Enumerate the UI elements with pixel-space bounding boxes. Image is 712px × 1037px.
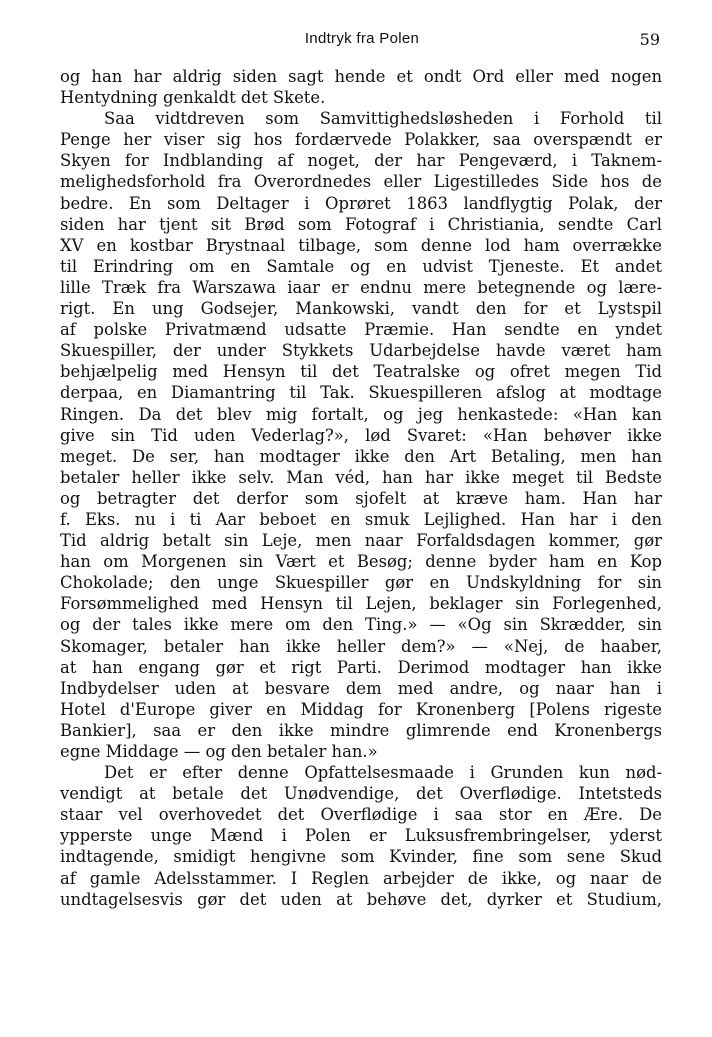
text-line: af polske Privatmænd udsatte Præmie. Han sendte en yndet [60,320,662,340]
text-line: Skomager, betaler han ikke heller dem?» — «Nej, de haaber, [60,636,662,656]
text-line: Tid aldrig betalt sin Leje, men naar Forfaldsdagen kommer, gør [60,531,662,551]
text-line: og betragter det derfor som sjofelt at kræve ham. Han har [60,488,662,508]
text-line: XV en kostbar Brystnaal tilbage, som denne lod ham overrække [60,235,662,255]
text-line: af gamle Adelsstammer. I Reglen arbejder de ikke, og naar de [60,868,662,888]
text-line: han om Morgenen sin Vært et Besøg; denne byder ham en Kop [60,552,662,572]
text-line: derpaa, en Diamantring til Tak. Skuespilleren afslog at modtage [60,383,662,403]
text-line: Hotel d'Europe giver en Middag for Kronenberg [Polens rigeste [60,699,662,719]
text-line: vendigt at betale det Unødvendige, det Overflødige. Intetsteds [60,784,662,804]
text-line: Forsømmelighed med Hensyn til Lejen, beklager sin Forlegenhed, [60,594,662,614]
text-line: Penge her viser sig hos fordærvede Polakker, saa overspændt er [60,130,662,150]
text-line: melighedsforhold fra Overordnedes eller Ligestilledes Side hos de [60,172,662,192]
text-line: og der tales ikke mere om den Ting.» — «Og sin Skrædder, sin [60,615,662,635]
text-line: Ringen. Da det blev mig fortalt, og jeg henkastede: «Han kan [60,404,662,424]
text-line: Skyen for Indblanding af noget, der har Pengeværd, i Taknem- [60,151,662,171]
text-line: egne Middage — og den betaler han.» [60,742,378,761]
text-line: give sin Tid uden Vederlag?», lød Svaret: «Han behøver ikke [60,425,662,445]
text-line: siden har tjent sit Brød som Fotograf i Christiania, sendte Carl [60,214,662,234]
text-line: Skuespiller, der under Stykkets Udarbejdelse havde været ham [60,341,662,361]
text-line: at han engang gør et rigt Parti. Derimod modtager han ikke [60,657,662,677]
text-line: meget. De ser, han modtager ikke den Art Betaling, men han [60,446,662,466]
text-line: staar vel overhovedet det Overflødige i saa stor en Ære. De [60,805,662,825]
body-text [60,66,662,910]
text-line: indtagende, smidigt hengivne som Kvinder, fine som sene Skud [60,847,662,867]
text-line: Indbydelser uden at besvare dem med andre, og naar han i [60,678,662,698]
text-line: ypperste unge Mænd i Polen er Luksusfrembringelser, yderst [60,826,662,846]
running-title: Indtryk fra Polen [304,30,420,47]
text-line: betaler heller ikke selv. Man véd, han har ikke meget til Bedste [60,467,662,487]
text-line: lille Træk fra Warszawa iaar er endnu mere betegnende og lære- [60,277,662,297]
text-line: til Erindring om en Samtale og en udvist Tjeneste. Et andet [60,256,662,276]
text-line: behjælpelig med Hensyn til det Teatralske og ofret megen Tid [60,362,662,382]
text-line: rigt. En ung Godsejer, Mankowski, vandt den for et Lystspil [60,299,662,319]
text-line: Bankier], saa er den ikke mindre glimrende end Kronenbergs [60,720,662,740]
text-line: Chokolade; den unge Skuespiller gør en Undskyldning for sin [60,573,662,593]
text-line: bedre. En som Deltager i Oprøret 1863 landflygtig Polak, der [60,193,662,213]
text-line: og han har aldrig siden sagt hende et ondt Ord eller med nogen [60,67,662,86]
page-number: 59 [639,30,660,49]
text-line: Hentydning genkaldt det Skete. [60,88,326,108]
text-line: Saa vidtdreven som Samvittighedsløsheden i Forhold til [104,109,662,129]
text-line: Det er efter denne Opfattelsesmaade i Grunden kun nød- [104,763,662,783]
text-line: undtagelsesvis gør det uden at behøve det, dyrker et Studium, [60,889,662,909]
text-line: f. Eks. nu i ti Aar beboet en smuk Lejlighed. Han har i den [60,509,662,529]
running-head [62,30,662,52]
